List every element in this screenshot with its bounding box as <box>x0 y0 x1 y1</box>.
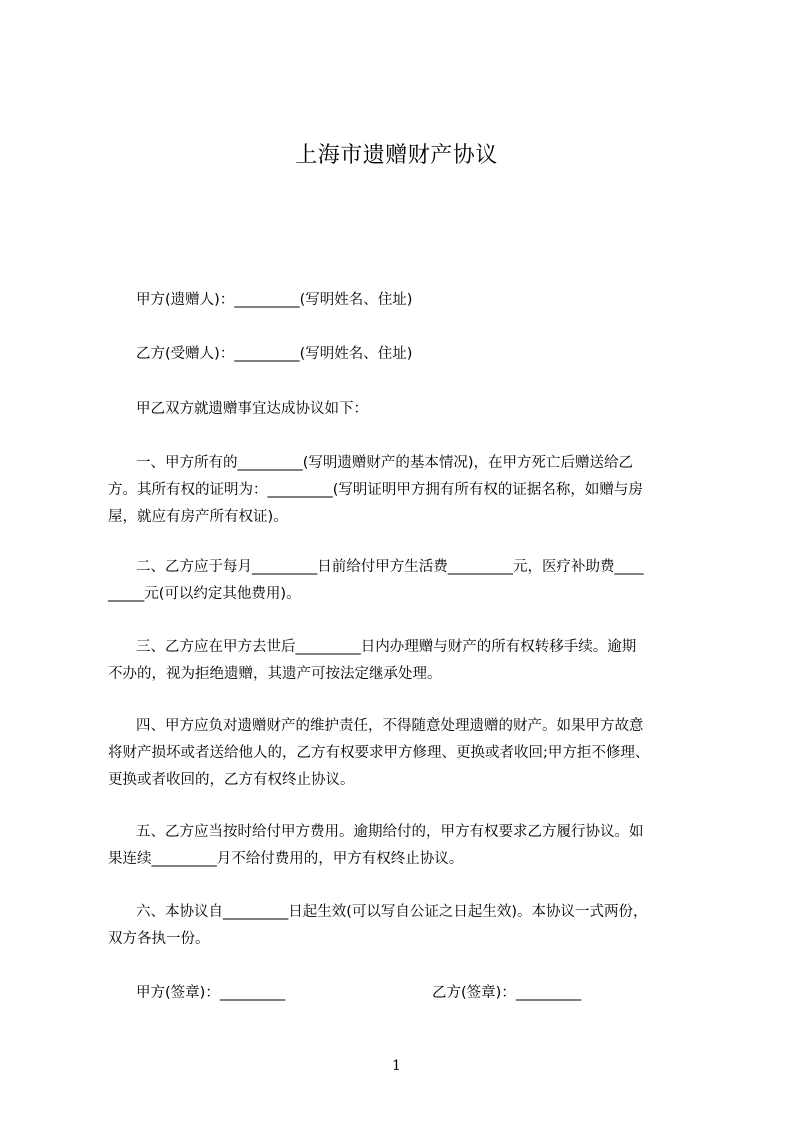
clause-6-line-1: 六、本协议自_________日起生效(可以写自公证之日起生效)。本协议一式两份， <box>136 904 648 920</box>
intro-line: 甲乙双方就遗赠事宜达成协议如下： <box>136 401 368 417</box>
clause-4-line-2: 将财产损坏或者送给他人的，乙方有权要求甲方修理、更换或者收回;甲方拒不修理、 <box>108 745 650 761</box>
page-number: 1 <box>392 1058 401 1074</box>
clause-5-line-1: 五、乙方应当按时给付甲方费用。逾期给付的，甲方有权要求乙方履行协议。如 <box>136 824 644 840</box>
clause-2-line-2: _____元(可以约定其他费用)。 <box>108 586 301 602</box>
clause-1-line-3: 屋，就应有房产所有权证)。 <box>108 509 288 525</box>
clause-3-line-2: 不办的，视为拒绝遗赠，其遗产可按法定继承处理。 <box>108 666 442 682</box>
clause-4-line-1: 四、甲方应负对遗赠财产的维护责任，不得随意处理遗赠的财产。如果甲方故意 <box>136 718 644 734</box>
clause-2-line-1: 二、乙方应于每月_________日前给付甲方生活费_________元，医疗补助费____ <box>136 559 644 575</box>
document-title: 上海市遗赠财产协议 <box>295 143 498 168</box>
clause-4-line-3: 更换或者收回的，乙方有权终止协议。 <box>108 772 355 788</box>
clause-6-line-2: 双方各执一份。 <box>108 931 210 947</box>
party-a-line: 甲方(遗赠人)：_________(写明姓名、住址) <box>136 292 413 308</box>
signature-party-a: 甲方(签章)：_________ <box>136 985 286 1001</box>
signature-party-b: 乙方(签章)：_________ <box>432 985 582 1001</box>
clause-5-line-2: 果连续_________月不给付费用的，甲方有权终止协议。 <box>108 851 464 867</box>
clause-1-line-1: 一、甲方所有的_________(写明遗赠财产的基本情况)，在甲方死亡后赠送给乙 <box>136 455 634 471</box>
clause-3-line-1: 三、乙方应在甲方去世后_________日内办理赠与财产的所有权转移手续。逾期 <box>136 639 637 655</box>
clause-1-line-2: 方。其所有权的证明为：_________(写明证明甲方拥有所有权的证据名称，如赠与房 <box>108 482 643 498</box>
party-b-line: 乙方(受赠人)：_________(写明姓名、住址) <box>136 346 413 362</box>
